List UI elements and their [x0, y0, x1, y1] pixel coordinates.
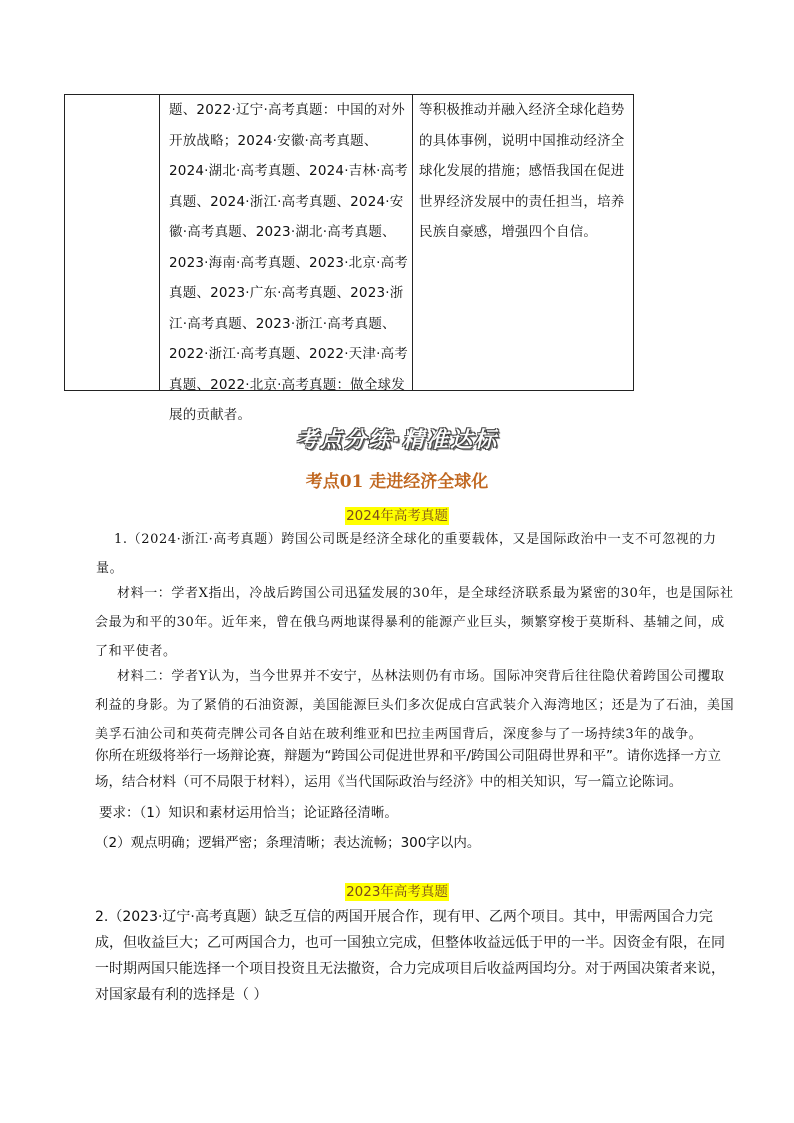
question-1-requirements: [95, 798, 735, 858]
question-1-material-1: 材料一：学者X指出，冷战后跨国公司迅猛发展的30年，是全球经济联系最为紧密的30年，也是国际社会最为和平的30年。近年来，曾在俄乌两地谋得暴利的能源产业巨头，频繁穿梭于莫斯科、基辅之间，成了和平使者。: [95, 586, 734, 659]
table-divider: [159, 95, 160, 390]
question-1-intro: 1.（2024·浙江·高考真题）跨国公司既是经济全球化的重要载体，又是国际政治中一支不可忽视的力量。: [96, 532, 717, 576]
year-heading-2023: 2023年高考真题: [346, 884, 448, 900]
requirement-2: （2）观点明确；逻辑严密；条理清晰；表达流畅；300字以内。: [95, 835, 481, 851]
table-divider: [412, 95, 413, 390]
question-1-material-2: 材料二：学者Y认为，当今世界并不安宁，丛林法则仍有市场。国际冲突背后往往隐伏着跨国公司攫取利益的身影。为了紧俏的石油资源，美国能源巨头们多次促成白宫武装介入海湾地区；还是为了石油，美国美孚石油公司和英荷壳牌公司各自站在玻利维亚和巴拉圭两国背后，深度参与了一场持续3年的战争。: [95, 669, 735, 742]
table-cell-exam-sources: 题、2022·辽宁·高考真题：中国的对外开放战略；2024·安徽·高考真题、2024·湖北·高考真题、2024·吉林·高考真题、2024·浙江·高考真题、2024·安徽·高考真题、2023·湖北·高考真题、2023·海南·高考真题、2023·北京·高考真题、2023·广东·高考真题、2023·浙江·高考真题、2023·浙江·高考真题、2022·浙江·高考真题、2022·天津·高考真题、2022·北京·高考真题：做全球发展的贡献者。: [169, 102, 408, 423]
question-1-task: 你所在班级将举行一场辩论赛，辩题为“跨国公司促进世界和平/跨国公司阻碍世界和平”。请你选择一方立场，结合材料（可不局限于材料），运用《当代国际政治与经济》中的相关知识，写一篇立论陈词。: [95, 748, 722, 790]
year-heading-2024: 2024年高考真题: [346, 508, 448, 524]
curriculum-table: [64, 94, 634, 423]
table-cell-objectives: 等积极推动并融入经济全球化趋势的具体事例，说明中国推动经济全球化发展的措施；感悟我国在促进世界经济发展中的责任担当，培养民族自豪感，增强四个自信。: [419, 102, 625, 240]
question-2-text: 2.（2023·辽宁·高考真题）缺乏互信的两国开展合作，现有甲、乙两个项目。其中，甲需两国合力完成，但收益巨大；乙可两国合力，也可一国独立完成，但整体收益远低于甲的一半。因资金有限，在同一时期两国只能选择一个项目投资且无法撤资，合力完成项目后收益两国均分。对于两国决策者来说，对国家最有利的选择是（ ）: [95, 909, 725, 1003]
topic-title: 考点01 走进经济全球化: [305, 472, 489, 492]
section-banner: 考点分练·精准达标: [295, 428, 499, 453]
requirement-1: 要求：（1）知识和素材运用恰当；论证路径清晰。: [99, 805, 398, 821]
